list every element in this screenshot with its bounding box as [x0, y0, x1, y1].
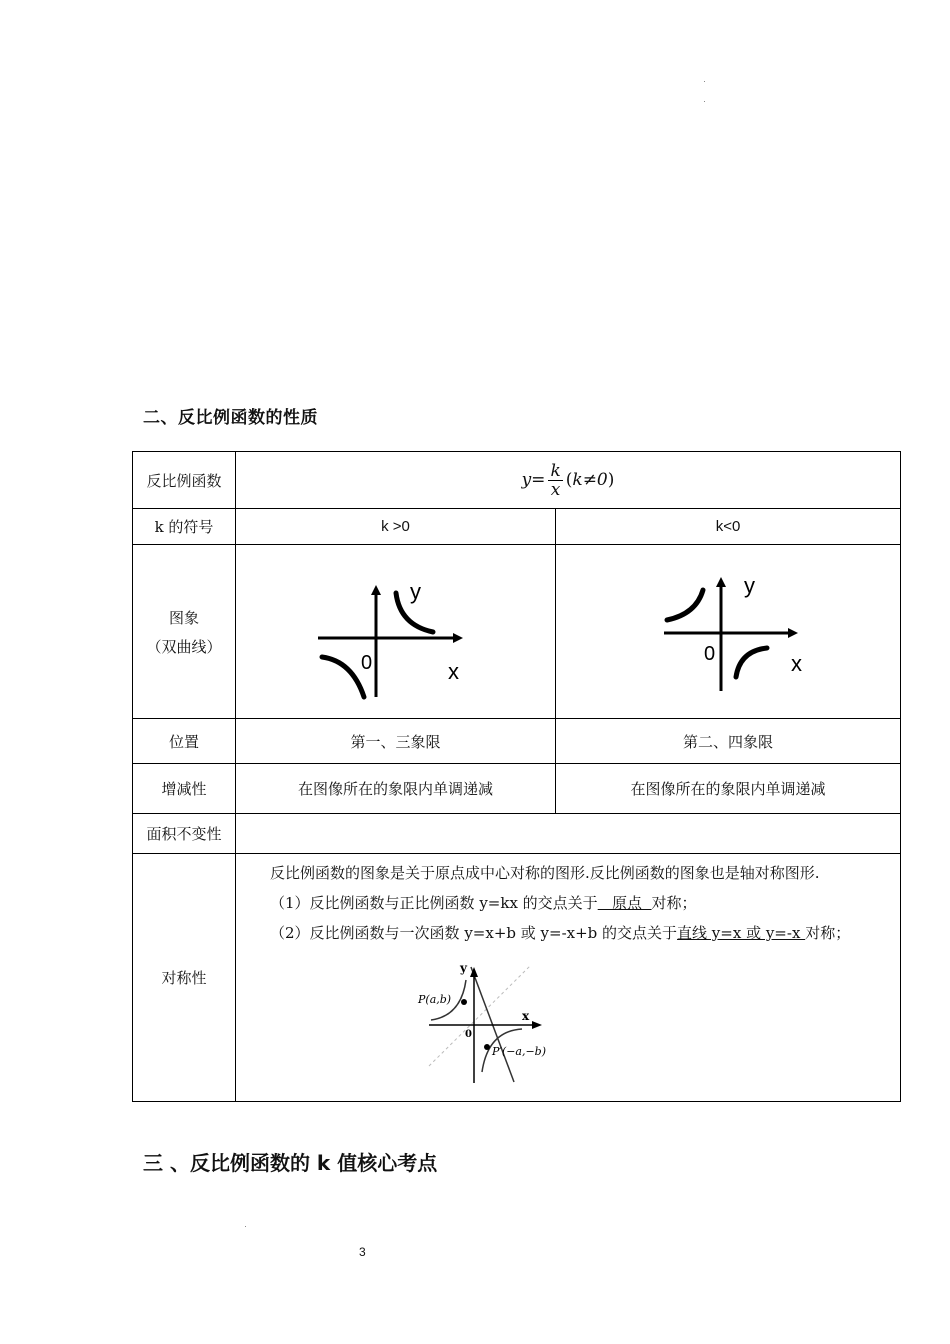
row-label-graph	[133, 545, 236, 719]
axis-label-y: y	[410, 579, 421, 604]
graph-label-line2: （双曲线）	[146, 637, 222, 656]
branch-quadrant-4	[736, 648, 767, 677]
speck	[245, 1226, 246, 1227]
sign-negative: k<0	[556, 509, 901, 545]
formula-paren-close: )	[607, 470, 615, 490]
y-axis-arrow	[371, 585, 381, 595]
monotonic-negative: 在图像所在的象限内单调递减	[556, 764, 901, 814]
row-label-function: 反比例函数	[133, 452, 236, 509]
symmetry-line-2-post: 对称；	[651, 894, 697, 912]
graph-positive-cell	[236, 545, 556, 719]
hyperbola-k-positive	[236, 545, 555, 718]
row-label-position: 位置	[133, 719, 236, 764]
symmetry-figure	[416, 962, 586, 1087]
formula-numerator: k	[550, 460, 561, 481]
position-positive: 第一、三象限	[236, 719, 556, 764]
x-axis-arrow	[788, 628, 798, 638]
page-number: 3	[359, 1245, 366, 1259]
table-row	[133, 509, 901, 545]
symmetry-line-2-pre: （1）反比例函数与正比例函数 y=kx 的交点关于	[270, 894, 598, 912]
position-negative: 第二、四象限	[556, 719, 901, 764]
graph-negative-cell	[556, 545, 901, 719]
symmetry-line-1: 反比例函数的图象是关于原点成中心对称的图形.反比例函数的图象也是轴对称图形.	[270, 864, 820, 882]
symmetry-answer-lines: 直线 y=x 或 y=-x	[677, 924, 806, 942]
point-p-prime	[484, 1044, 490, 1050]
axis-label-y: y	[744, 573, 755, 598]
function-formula-cell	[236, 452, 901, 509]
formula-condition: k≠0	[572, 470, 608, 490]
symmetry-line-2	[236, 888, 900, 918]
fig-axis-label-x: x	[522, 1009, 530, 1023]
table-row	[133, 545, 901, 719]
label-p-prime: P′(−a,−b)	[492, 1045, 547, 1058]
origin-label: 0	[704, 643, 716, 665]
graph-label-line1: 图象	[168, 608, 199, 627]
row-label-area: 面积不变性	[133, 814, 236, 854]
table-row	[133, 814, 901, 854]
table-row	[133, 719, 901, 764]
formula-lhs: y=	[521, 470, 546, 490]
properties-table	[132, 451, 901, 1102]
hyperbola-k-negative	[556, 545, 900, 718]
fig-axis-label-y: y	[460, 962, 467, 975]
section-heading-properties: 二、反比例函数的性质	[143, 408, 318, 428]
fig-origin-label: 0	[465, 1029, 472, 1040]
monotonic-positive: 在图像所在的象限内单调递减	[236, 764, 556, 814]
branch-quadrant-3	[322, 657, 364, 697]
symmetry-line-3-pre: （2）反比例函数与一次函数 y=x+b 或 y=-x+b 的交点关于	[270, 924, 678, 942]
point-p	[461, 999, 467, 1005]
formula-paren-open: (	[565, 470, 573, 490]
label-p: P(a,b)	[418, 993, 452, 1006]
table-row	[133, 854, 901, 1102]
symmetry-line-3-post: 对称；	[805, 924, 851, 942]
section-heading-k-value: 三 、反比例函数的 k 值核心考点	[143, 1151, 438, 1175]
symmetry-line-3	[236, 918, 900, 948]
area-value	[236, 814, 901, 854]
speck	[704, 101, 705, 102]
x-axis-arrow	[532, 1021, 542, 1029]
table-row	[133, 452, 901, 509]
branch-quadrant-2	[667, 590, 703, 620]
symmetry-answer-origin: 原点	[597, 894, 652, 912]
x-axis-arrow	[453, 633, 463, 643]
axis-label-x: x	[791, 651, 802, 676]
origin-label: 0	[361, 652, 373, 674]
symmetry-content	[236, 854, 901, 1102]
row-label-symmetry: 对称性	[133, 854, 236, 1102]
sign-positive: k >0	[236, 509, 556, 545]
y-axis-arrow	[716, 577, 726, 587]
axis-label-x: x	[448, 659, 459, 684]
table-row	[133, 764, 901, 814]
formula-fraction	[548, 462, 562, 499]
formula-denominator: x	[550, 479, 561, 500]
row-label-monotonic: 增减性	[133, 764, 236, 814]
function-formula	[522, 462, 615, 499]
speck	[704, 81, 705, 82]
row-label-sign: k 的符号	[133, 509, 236, 545]
